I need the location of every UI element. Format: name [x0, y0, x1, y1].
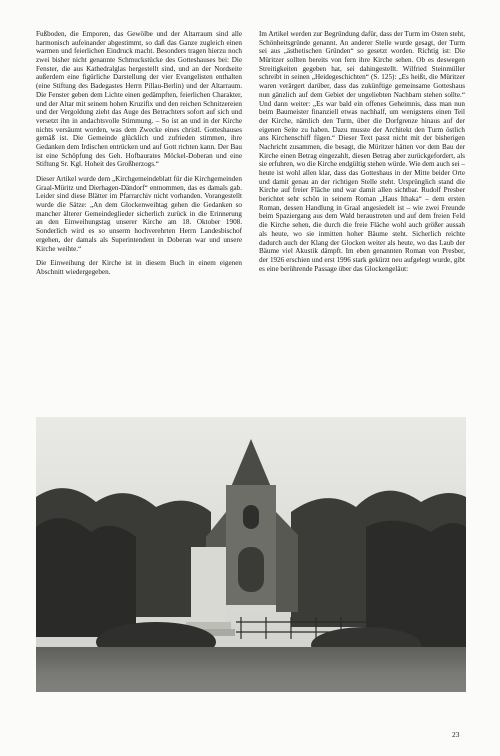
- left-text-column: [36, 30, 242, 277]
- page-number: 23: [452, 730, 460, 739]
- right-text-column: [259, 30, 465, 273]
- paragraph: Fußboden, die Emporen, das Gewölbe und der Altarraum sind alle harmonisch aufeinander abgestimmt, so daß das Ganze zugleich einen warmen und feierlichen Eindruck macht. Besonders tragen hierzu noch zwei bisher nicht genannte Schmuckstücke des Gotteshauses bei: Die Fenster, die aus Kathedralglas hergestellt sind, und an der Nordseite außerdem eine figürliche Darstellung der vier Evangelisten enthalten (eine Stiftung des Badegastes Herrn Pillau-Berlin) und der Altarraum. Die Fenster geben dem Lichte einen gedämpften, feierlichen Charakter, und der Altar mit seinem hohen Kruzifix und den reichen Schnitzereien und der Vergoldung zieht das Auge des Betrachters sofort auf sich und versetzt ihn in andachtsvolle Stimmung. – So ist an und in der Kirche nichts versäumt worden, was dem Zwecke eines christl. Gotteshauses gemäß ist. Die Gemeinde glücklich und zufrieden stimmen, ihre Gedanken dem Irdischen entrücken und auf Gott richten kann. Der Bau ist eine Schöpfung des Geh. Hofbaurates Möckel-Doberan und eine Stiftung Sr. Kgl. Hoheit des Großherzogs.“: [36, 30, 242, 169]
- historic-church-photograph: [36, 417, 466, 692]
- paragraph: Dieser Artikel wurde dem „Kirchgemeindeblatt für die Kirchgemeinden Graal-Müritz und Dierhagen-Dändorf“ entnommen, das es damals gab. Leider sind diese Blätter im Pfarrarchiv nicht vorhanden. Vorangestellt wurde die Sätze: „An dem Glockenweihtag gehen die Gedanken so mancher älterer Gemeindeglieder sicherlich zurück in die Erinnerung an den Einweihungstag unserer Kirche am 18. Oktober 1908. Sonderlich wird es so unserm hochverehrten Herrn Landesbischof ergehen, der damals als Superintendent in Doberan war und unsere Kirche weihte.“: [36, 175, 242, 253]
- church-photo-illustration: [36, 417, 466, 692]
- paragraph: Die Einweihung der Kirche ist in diesem Buch in einem eigenen Abschnitt wiedergegeben.: [36, 259, 242, 276]
- paragraph: Im Artikel werden zur Begründung dafür, dass der Turm im Osten steht, Schönheitsgründe genannt. An anderer Stelle wurde gesagt, der Turm sei aus „ästhetischen Gründen“ so gesetzt worden. Richtig ist: Die Müritzer sollten bereits von fern ihre Kirche sehen. Ob es deswegen Streitigkeiten gegeben hat, sei dahingestellt. Wilfried Steinmüller schreibt in seinen „Heidegeschichten“ (S. 125): „Es heißt, die Müritzer waren verärgert darüber, dass das zukünftige gemeinsame Gotteshaus nun gänzlich auf dem Gebiet der ungeliebten Nachbarn stehen sollte.“ Und dann weiter: „Es war bald ein offenes Geheimnis, dass man nun beim Baumeister finanziell etwas nachhalf, um wenigstens einen Teil der Kirche, nämlich den Turm, über die Dorfgrenze hinaus auf der eigenen Seite zu haben. Dazu musste der Architekt den Turm östlich ans Kirchenschiff fügen.“ Dieser Text passt nicht mit der bisherigen Nachricht zusammen, die besagt, die Müritzer hätten vor dem Bau der Kirche einen Betrag eingezahlt, diesen Betrag aber zurückgefordert, als sie erfuhren, wo die Kirche endgültig stehen würde. Wie dem auch sei – heute ist wohl allen klar, dass das Gotteshaus in der Mitte beider Orte und damit genau an der richtigen Stelle steht. Ursprünglich stand die Kirche auf freier Fläche und war damit allen sichtbar. Rudolf Presber berichtet sehr schön in seinem Roman „Haus Ithaka“ – dem ersten Roman, dessen Handlung in Graal angesiedelt ist – wie zwei Freunde beim Spaziergang aus dem Wald heraustreten und auf dem freien Feld die Kirche sehen, die durch die freie Fläche wohl auch größer aussah als heute, wo sie inmitten hoher Bäume steht. Sicherlich reichte dadurch auch der Klang der Glocken weiter als heute, wo das Laub der Bäume viel Akustik dämpft. Im eben genannten Roman von Presber, der 1926 erschien und erst 1996 stark gekürzt neu aufgelegt wurde, gibt es eine berührende Passage über das Glockengeläut:: [259, 30, 465, 273]
